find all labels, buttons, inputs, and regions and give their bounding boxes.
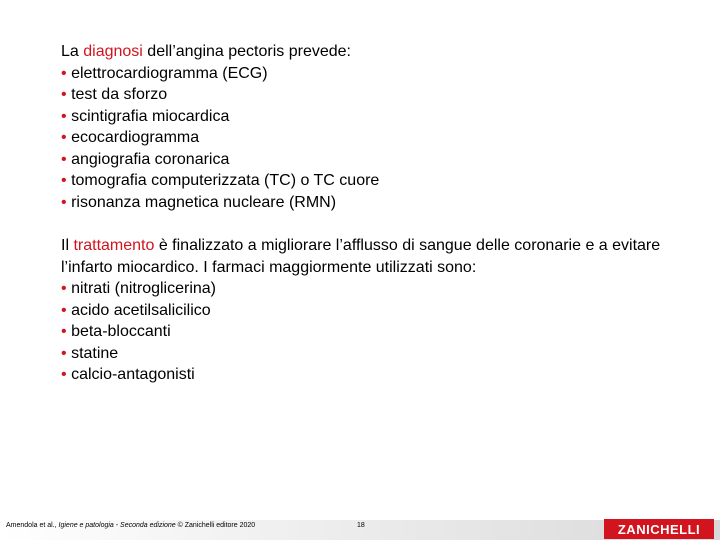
bullet-icon: • xyxy=(61,193,67,211)
list-item: • nitrati (nitroglicerina) xyxy=(61,280,216,297)
bullet-icon: • xyxy=(61,64,67,82)
bullet-icon: • xyxy=(61,344,67,362)
diagnosis-keyword: diagnosi xyxy=(83,43,143,60)
list-item: • angiografia coronarica xyxy=(61,150,230,168)
bullet-icon: • xyxy=(61,280,67,297)
list-item: • beta-bloccanti xyxy=(61,323,171,340)
publisher-logo: ZANICHELLI xyxy=(604,519,714,539)
list-item: • tomografia computerizzata (TC) o TC cuore xyxy=(61,172,380,189)
treatment-keyword: trattamento xyxy=(73,237,155,254)
spacer xyxy=(61,213,681,235)
bullet-icon: • xyxy=(61,129,67,146)
book-title: Igiene e patologia - Seconda edizione xyxy=(58,522,176,529)
bullet-icon: • xyxy=(61,323,67,340)
list-item: • risonanza magnetica nucleare (RMN) xyxy=(61,193,337,211)
treatment-list xyxy=(61,278,681,386)
bullet-icon: • xyxy=(61,301,67,319)
list-item: • test da sforzo xyxy=(61,86,168,103)
treatment-intro: Il trattamento è finalizzato a migliorare l’afflusso di sangue delle coronarie e a evitare l’infarto miocardico. I farmaci maggiormente utilizzati sono: xyxy=(61,237,661,276)
bullet-icon: • xyxy=(61,172,67,189)
list-item: • elettrocardiogramma (ECG) xyxy=(61,64,268,82)
diagnosis-list xyxy=(61,63,681,214)
bullet-icon: • xyxy=(61,150,67,168)
list-item: • calcio-antagonisti xyxy=(61,366,195,383)
bullet-icon: • xyxy=(61,366,67,383)
footer-credits: Amendola et al., Igiene e patologia - Seconda edizione © Zanichelli editore 2020 xyxy=(6,522,256,529)
list-item: • scintigrafia miocardica xyxy=(61,107,230,125)
list-item: • acido acetilsalicilico xyxy=(61,301,211,319)
list-item: • statine xyxy=(61,344,119,362)
slide-content xyxy=(61,41,681,386)
page-number: 18 xyxy=(357,522,365,529)
diagnosis-intro: La diagnosi dell’angina pectoris prevede: xyxy=(61,43,351,60)
bullet-icon: • xyxy=(61,86,67,103)
bullet-icon: • xyxy=(61,107,67,125)
list-item: • ecocardiogramma xyxy=(61,129,200,146)
